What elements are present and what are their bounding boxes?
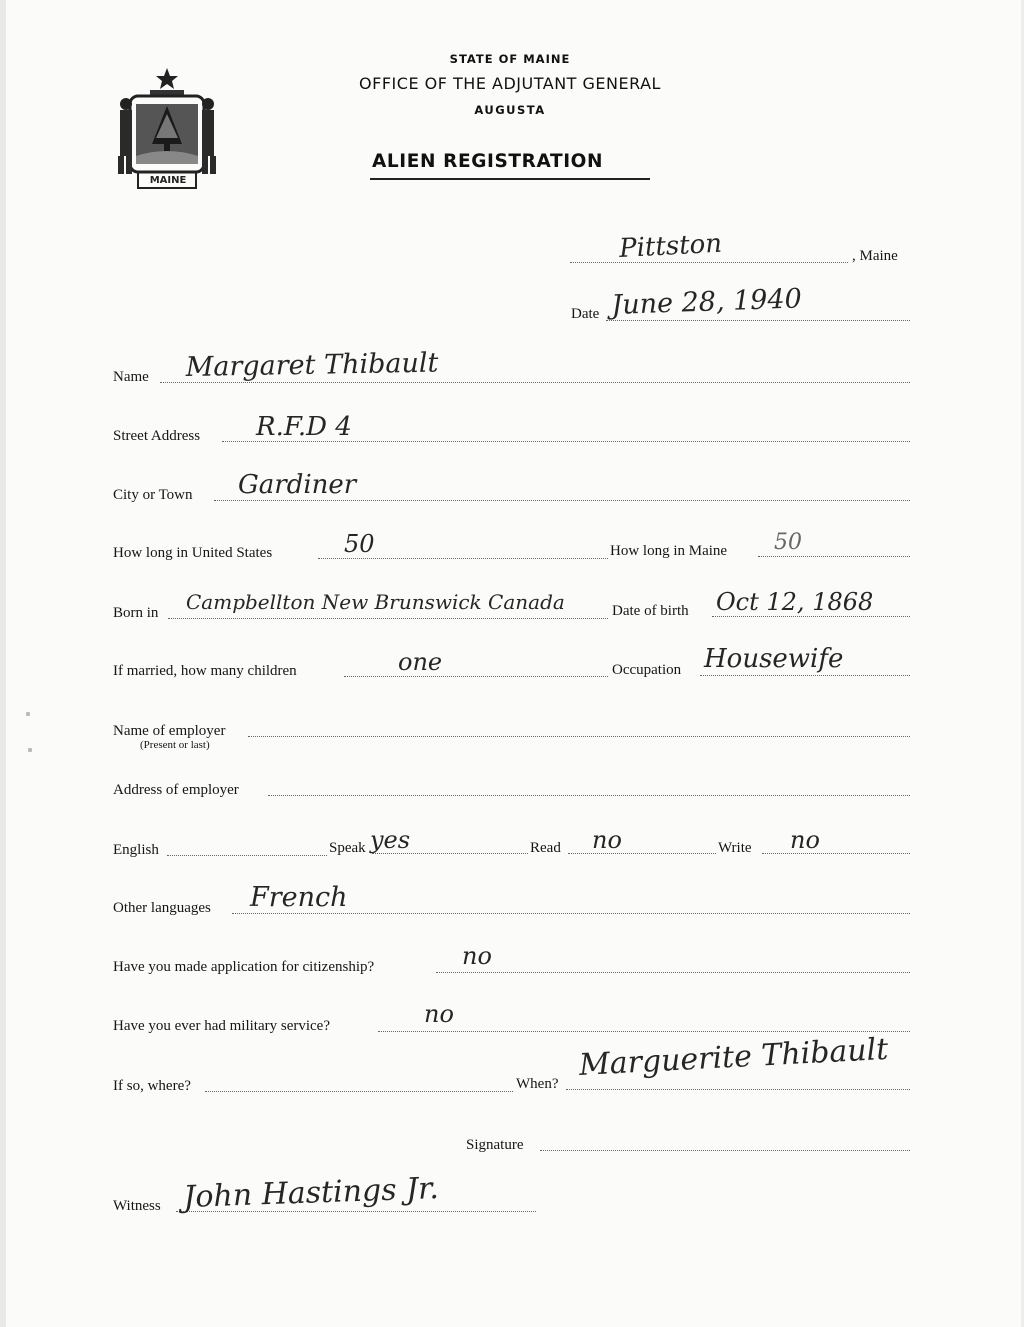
name-label: Name (113, 369, 149, 385)
where-line (205, 1091, 513, 1092)
signature-line (540, 1150, 910, 1151)
employer-address-label: Address of employer (113, 782, 239, 798)
occupation-label: Occupation (612, 662, 682, 678)
military-line (378, 1031, 910, 1032)
how-long-us-value: 50 (344, 530, 375, 558)
employer-name-line (248, 736, 910, 737)
where-label: If so, where? (113, 1078, 191, 1094)
other-languages-value: French (250, 882, 348, 913)
write-value: no (790, 826, 820, 854)
born-in-line (168, 618, 608, 619)
date-of-birth-line (712, 616, 910, 617)
city-line (214, 500, 910, 501)
witness-signature: John Hastings Jr. (182, 1171, 440, 1215)
state-seal-icon (112, 66, 222, 192)
born-in-value: Campbellton New Brunswick Canada (186, 590, 565, 614)
date-value: June 28, 1940 (610, 283, 803, 321)
date-of-birth-value: Oct 12, 1868 (716, 588, 874, 616)
scan-edge-left (0, 0, 6, 1327)
town-value: Pittston (618, 228, 723, 264)
other-languages-label: Other languages (113, 900, 211, 916)
military-value: no (424, 1000, 454, 1028)
speak-label: Speak (329, 840, 366, 856)
employer-note: (Present or last) (140, 739, 210, 751)
title-underline (370, 178, 650, 180)
occupation-value: Housewife (704, 644, 844, 674)
citizenship-label: Have you made application for citizenship? (113, 959, 375, 975)
children-label: If married, how many children (113, 663, 297, 679)
header-office: OFFICE OF THE ADJUTANT GENERAL (359, 74, 661, 93)
street-label: Street Address (113, 428, 201, 444)
write-label: Write (718, 840, 752, 856)
street-value: R.F.D 4 (256, 412, 352, 442)
city-label: City or Town (113, 487, 193, 503)
witness-label: Witness (113, 1198, 161, 1214)
employer-address-line (268, 795, 910, 796)
date-line (606, 320, 910, 321)
how-long-maine-value: 50 (774, 530, 802, 555)
read-value: no (592, 826, 622, 854)
how-long-maine-line (758, 556, 910, 557)
speak-value: yes (370, 826, 411, 854)
write-line (762, 853, 910, 854)
when-label: When? (516, 1076, 559, 1092)
how-long-maine-label: How long in Maine (610, 543, 728, 559)
children-value: one (398, 648, 443, 676)
born-in-label: Born in (113, 605, 159, 621)
maine-label: , Maine (852, 248, 898, 264)
town-line (570, 262, 848, 263)
read-line (568, 853, 716, 854)
scan-speck (26, 712, 30, 716)
signature-label: Signature (466, 1137, 524, 1153)
name-line (160, 382, 910, 383)
city-value: Gardiner (238, 470, 357, 500)
header-city: AUGUSTA (474, 103, 546, 117)
scan-speck (28, 748, 32, 752)
how-long-us-label: How long in United States (113, 545, 273, 561)
read-label: Read (530, 840, 561, 856)
employer-name-label: Name of employer (113, 723, 226, 739)
english-line (167, 855, 327, 856)
applicant-signature: Marguerite Thibault (578, 1031, 890, 1083)
seal-banner-text: MAINE (149, 175, 187, 186)
other-languages-line (232, 913, 910, 914)
form-title: ALIEN REGISTRATION (372, 151, 604, 172)
citizenship-line (436, 972, 910, 973)
name-value: Margaret Thibault (185, 347, 439, 383)
citizenship-value: no (462, 942, 492, 970)
when-line (566, 1089, 910, 1090)
occupation-line (700, 675, 910, 676)
children-line (344, 676, 608, 677)
military-label: Have you ever had military service? (113, 1018, 330, 1034)
header-state: STATE OF MAINE (449, 52, 571, 66)
how-long-us-line (318, 558, 608, 559)
date-label: Date (571, 306, 600, 322)
english-label: English (113, 842, 159, 858)
date-of-birth-label: Date of birth (612, 603, 689, 619)
